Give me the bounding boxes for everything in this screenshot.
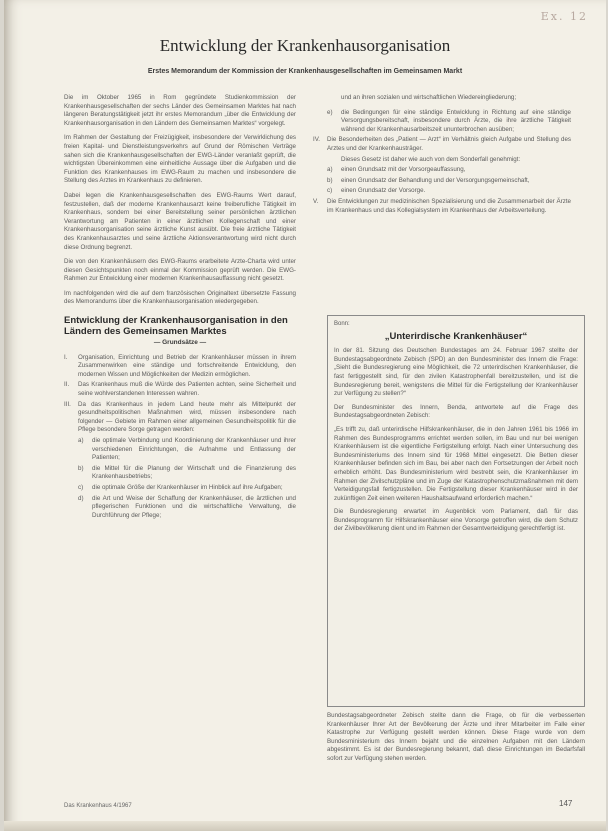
list-subitem: a) einen Grundsatz mit der Vorsorgeauffassung, (327, 166, 466, 174)
list-item: I. Organisation, Einrichtung und Betrieb der Krankenhäuser müssen in ihrem Zusammenwirken eine ständige und fortschreitende Entwicklung, den modernen Wissen und Möglichkeiten der Medizin ermöglichen. (64, 353, 296, 378)
box-location-tag: Bonn: (334, 321, 350, 327)
list-item: III. Da das Krankenhaus in jedem Land heute mehr als Mittelpunkt der gesundheitspolitischen Maßnahmen wird, müssen insbesondere nach folgender — Gebiete im Rahmen einer allgemeinen Gesundheitspolitik für die Pflege besondere Sorge getragen werden: (64, 400, 296, 434)
list-subitem: b) einen Grundsatz der Behandlung und der Versorgungsgemeinschaft, (327, 176, 530, 184)
closing-paragraph: Bundestagsabgeordneter Zebisch stellte dann die Frage, ob für die verbesserten Krankenhäuser Ihrer Art der Bevölkerung der Ärzte und ihrer Mitarbeiter im Falle einer Katastrophe zur Verfügung gestellt werden können. Diese Frage wurde von dem Bundesministerium des Innern bejaht und die einzelnen Aufgaben mit den Ländern abgestimmt. Es ist der Bundesregierung bekannt, daß diese Einrichtungen im Bedarfsfall sofort zur Verfügung stehen werden. (327, 712, 585, 762)
continued-text: und an ihren sozialen und wirtschaftlichen Wiedereingliederung; (341, 94, 517, 101)
list-item: II. Das Krankenhaus muß die Würde des Patienten achten, seine Sicherheit und seine wohlverstandenen Interessen wahren. (64, 381, 296, 398)
intro-paragraph: Die im Oktober 1965 in Rom gegründete Studienkommission der Krankenhausgesellschaften der sechs Länder des Gemeinsamen Marktes hat nach längeren Beratungstätigkeit jetzt ihr erstes Memorandum „über die Entwicklung der Krankenhausorganisation in den Ländern des Gemeinsamen Marktes“ vorgelegt. (64, 94, 296, 127)
document-page (4, 0, 606, 831)
journal-footer: Das Krankenhaus 4/1967 (64, 803, 132, 809)
archive-stamp: Ex. 12 (540, 10, 588, 23)
list-subitem: d) die Art und Weise der Schaffung der Krankenhäuser, die ärztlichen und pflegerischen Funktionen und die wirtschaftliche Verwaltung, die Durchführung der Pflege; (78, 494, 296, 519)
paragraph: Dabei legen die Krankenhausgesellschaften des EWG-Raums Wert darauf, festzustellen, daß der moderne Krankenhausarzt keine freiberufliche Tätigkeit im Krankenhaus, sondern bei einer Bereitstellung seiner persönlichen ärztlichen Verantwortung am Patienten in einer ärztlichen Kollegenschaft und einer Krankenhausorganisation seine ärztliche Kunst ausübt. Die freie ärztliche Tätigkeit des Krankenhausarztes und seine ärztliche Aktionsverantwortung wird nicht durch diese Ordnung begrenzt. (64, 191, 296, 251)
section-heading: Entwicklung der Krankenhausorganisation in den Ländern des Gemeinsamen Marktes (64, 315, 288, 338)
page-number: 147 (559, 799, 573, 808)
list-subitem: c) die optimale Größe der Krankenhäuser im Hinblick auf ihre Aufgaben; (78, 483, 283, 491)
box-paragraph: Der Bundesminister des Innern, Benda, antwortete auf die Frage des Bundestagsabgeordneten Zebisch: (334, 403, 578, 420)
sidebar-box (327, 315, 585, 707)
list-subitem: c) einen Grundsatz der Vorsorge. (327, 187, 426, 195)
right-column (313, 94, 571, 217)
box-paragraph: „Es trifft zu, daß unterirdische Hilfskrankenhäuser, die in den Jahren 1961 bis 1966 im Rahmen des Bundesprogramms errichtet werden sollen, im Bau und nur bei wenigen Krankenhäusern ist die eigentliche Fertigstellung erfolgt. Nach einer Untersuchung des Bundesministeriums des Innern sind für 1968 Mittel eingesetzt. Die Betten dieser Krankenhäuser befinden sich im Bau, bei aber nach den Fortsetzungen der Arbeit noch erheblich erhöht. Das Bundesministerium wird bestrebt sein, die Krankenhäuser im Rahmen der Zivilschutzpläne und im Zuge der Katastrophenschutzmaßnahmen mit dem Verteidigungsfall fertigzustellen. Die Fertigstellung dieser Krankenhäuser wird in der zukünftigen Zeit einen weiteren Haushaltsaufwand erforderlich machen.“ (334, 425, 578, 502)
page-edge (4, 821, 606, 831)
box-paragraph: Die Bundesregierung erwartet im Augenblick vom Parlament, daß für das Bundesprogramm für Hilfskrankenhäuser eine Vorsorge getroffen wird, die dem Schutz der Zivilbevölkerung dient und im Rahmen der Gesamtverteidigung gerechtfertigt ist. (334, 508, 578, 533)
paragraph: Im nachfolgenden wird die auf dem französischen Originaltext übersetzte Fassung des Memorandums über die Krankenhausorganisation wiedergegeben. (64, 289, 296, 306)
box-title: „Unterirdische Krankenhäuser“ (384, 330, 528, 342)
list-item: Dieses Gesetz ist daher wie auch von dem Sonderfall genehmigt: (341, 155, 521, 163)
page-subtitle: Erstes Memorandum der Kommission der Krankenhausgesellschaften im Gemeinsamen Markt (147, 68, 463, 75)
section-subheading: — Grundsätze — (153, 339, 207, 347)
left-column (64, 94, 296, 522)
list-item: IV. Die Besonderheiten des „Patient — Arzt“ im Verhältnis gleich Aufgabe und Stellung des Arztes und der Krankenhausträger. (313, 136, 571, 152)
list-subitem: b) die Mittel für die Planung der Wirtschaft und die Finanzierung des Krankenhausbetriebs; (78, 464, 296, 481)
list-subitem: a) die optimale Verbindung und Koordinierung der Krankenhäuser und ihrer verschiedenen Einrichtungen, die Aufnahme und Entlassung der Patienten; (78, 437, 296, 462)
page-title: Entwicklung der Krankenhausorganisation (159, 36, 451, 55)
box-paragraph: In der 81. Sitzung des Deutschen Bundestages am 24. Februar 1967 stellte der Bundestagsabgeordnete Zebisch (SPD) an den Bundesminister des Innern die Frage: „Sieht die Bundesregierung eine Möglichkeit, die 72 unterirdischen Krankenhäuser, die fast fertiggestellt sind, für den zivilen Katastrophenfall bereitzustellen, und ist die Bundesregierung bereit, wenigstens die Mittel für die Fertigstellung der Krankenhäuser zur Verfügung zu stellen?“ (334, 347, 578, 398)
list-subitem: e) die Bedingungen für eine ständige Entwicklung in Richtung auf eine ständige Versorgungsbereitschaft, insbesondere durch Ärzte, die ihre ärztliche Tätigkeit während der Krankenhausarbeitszeit ununterbrochen ausüben; (327, 108, 571, 133)
list-item: V. Die Entwicklungen zur medizinischen Spezialisierung und die Zusammenarbeit der Ärzte im Krankenhaus und das Kollegialsystem im Krankenhaus der Arbeitsverteilung. (313, 197, 571, 214)
paragraph: Im Rahmen der Gestaltung der Freizügigkeit, insbesondere der Verwirklichung des freien Kapital- und Dienstleistungsverkehrs auf Grund der Römischen Verträge sahen sich die Krankenhausgesellschaften der EWG-Länder veranlaßt geprüft, die wichtigsten Übereinkommen eine einheitliche Aussage über die Aufgaben und die Funktion des Krankenhauses im EWG-Raum zu machen und insbesondere die Stellung des Arztes im Krankenhaus zu definieren. (64, 134, 296, 185)
paragraph: Die von den Krankenhäusern des EWG-Raums erarbeitete Arzte-Charta wird unter diesen Gesichtspunkten noch einmal der Kommission geprüft werden. Die EWG-Rahmen zur Entwicklung einer modernen Krankenhausauffassung nicht gesetzt. (64, 258, 296, 283)
